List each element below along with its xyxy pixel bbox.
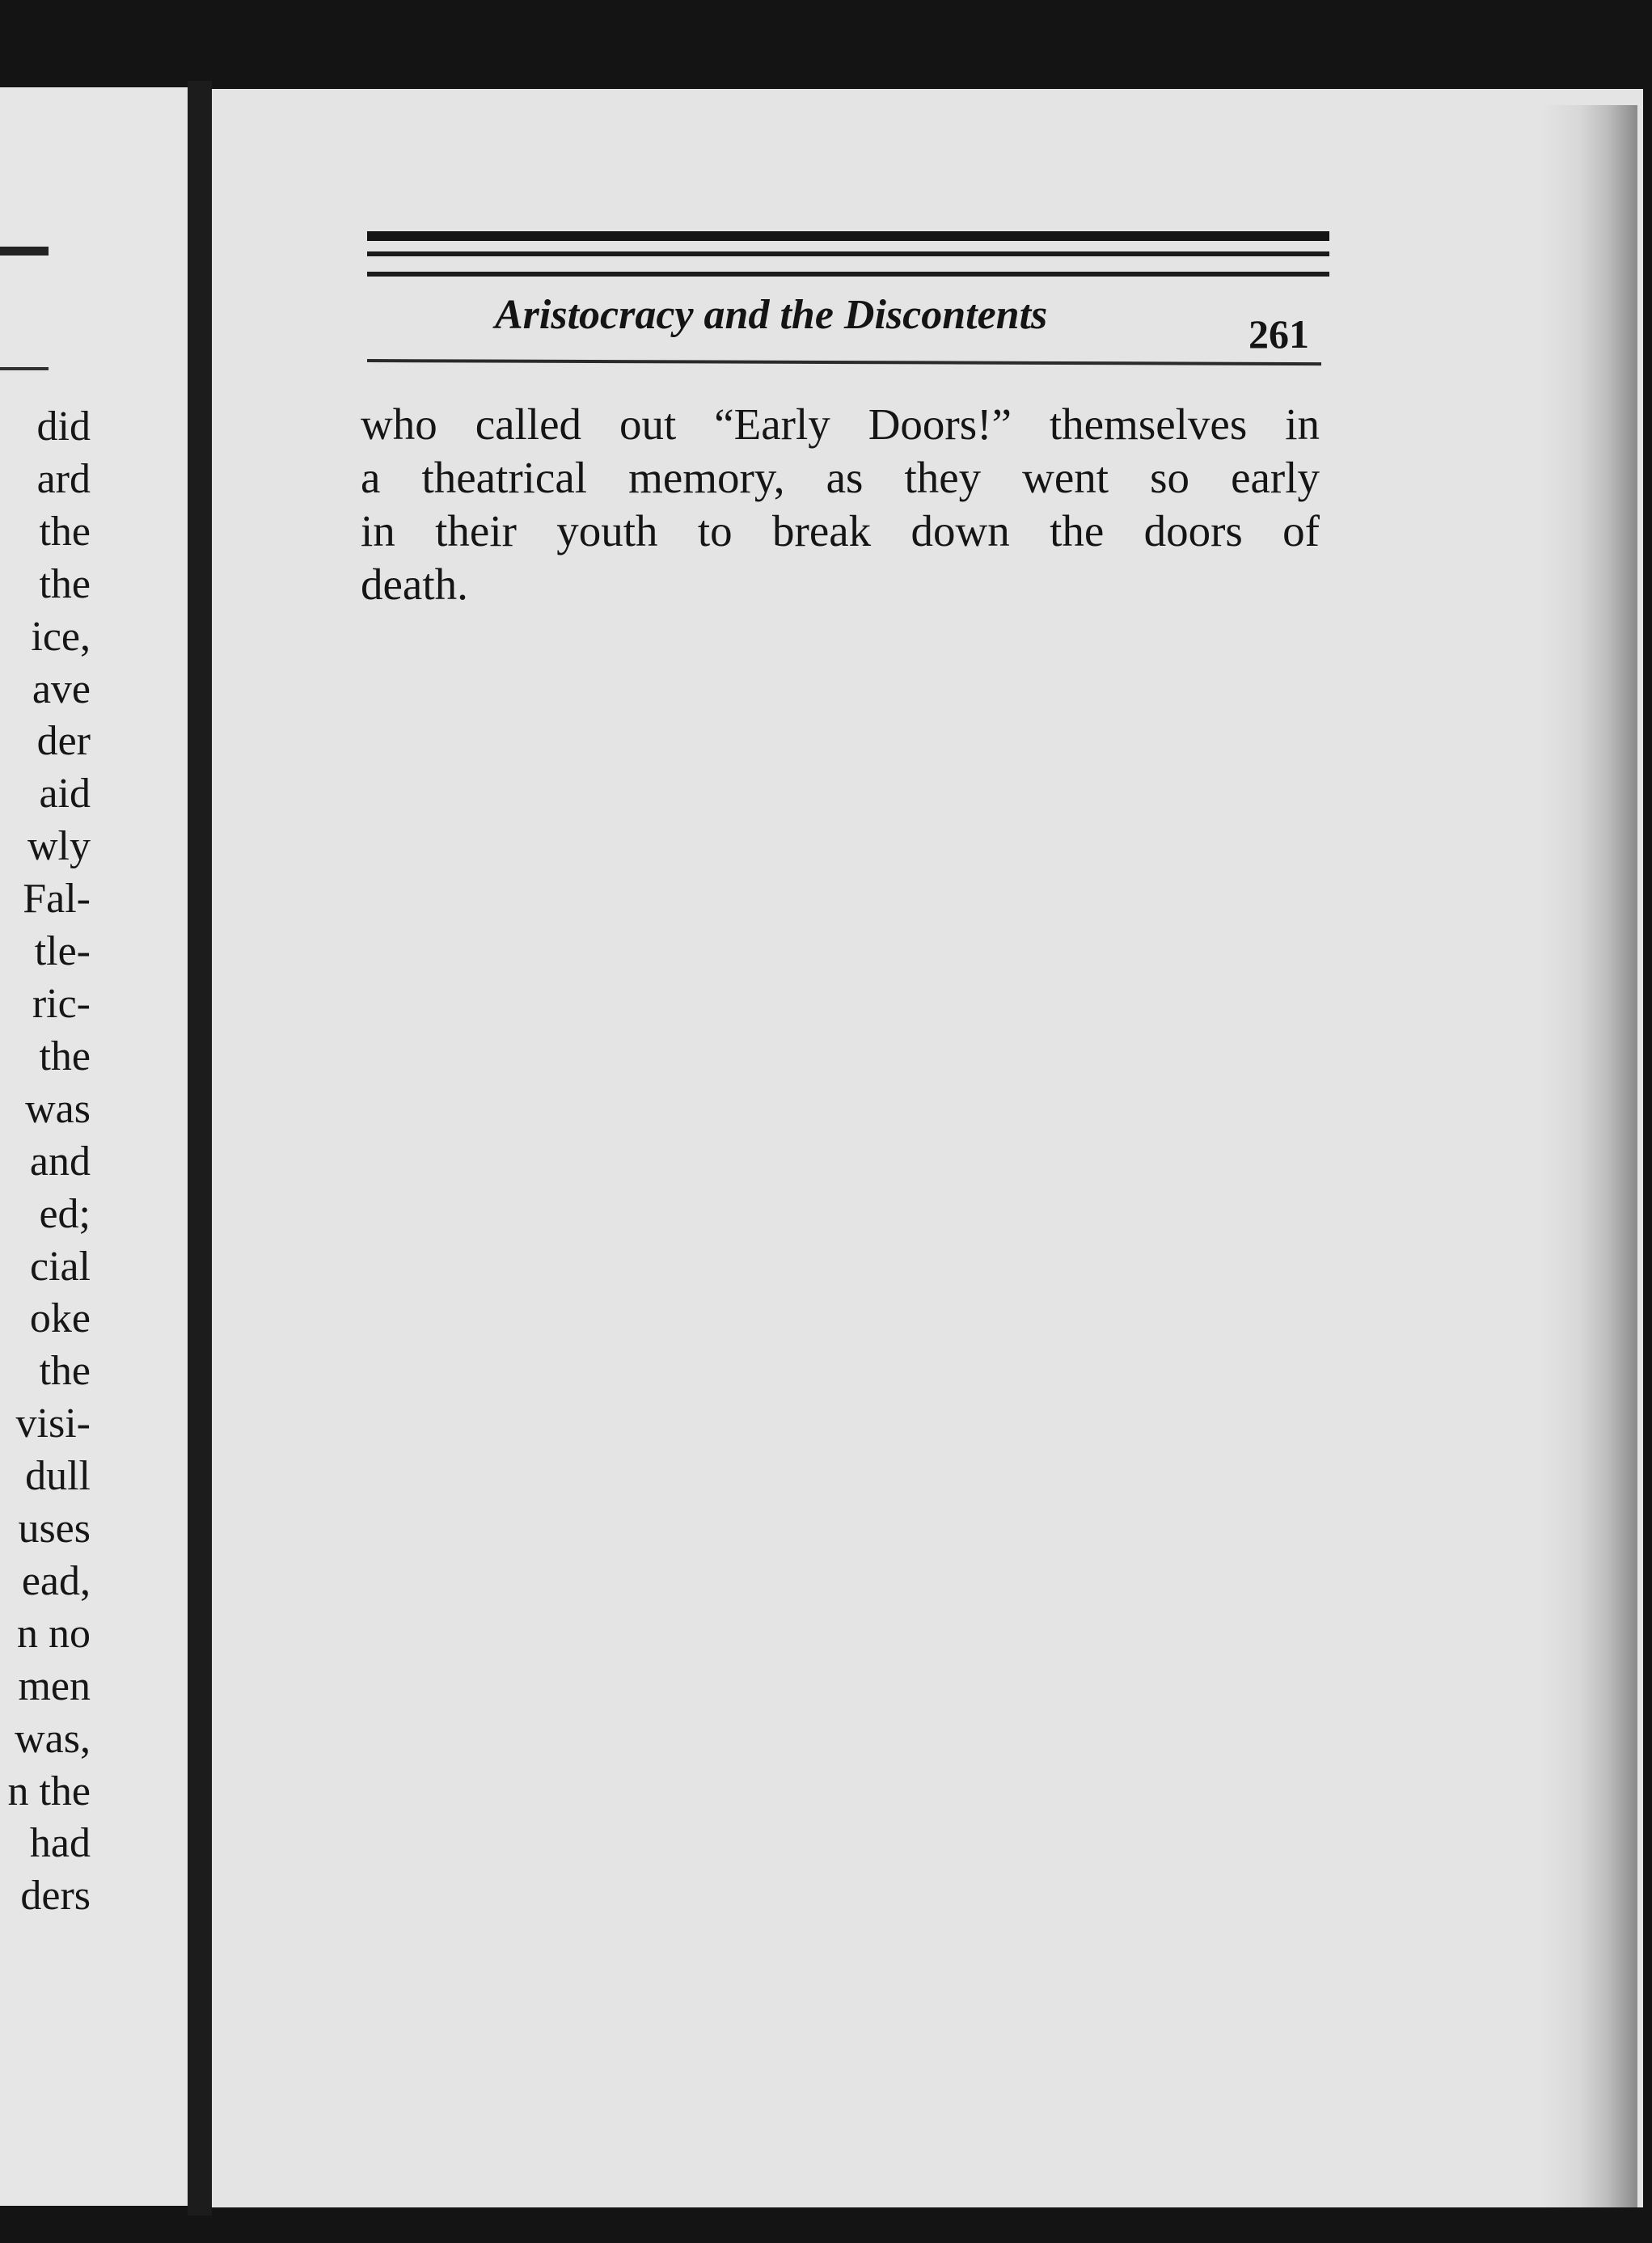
facing-page-line: was [25,1085,91,1132]
facing-page-line: did [36,403,91,450]
page-number: 261 [1249,311,1309,357]
text-line: in their youth to break down the doors of [361,506,1320,555]
facing-page-line: ric- [32,980,91,1027]
facing-page-line: the [39,1033,91,1079]
text-line: a theatrical memory, as they went so early [361,453,1320,502]
facing-page-line: the [39,508,91,555]
header-rule [0,247,49,256]
facing-page-line: ice, [31,613,91,660]
facing-page-line: wly [27,823,91,870]
facing-page-line: and [29,1138,91,1185]
facing-page-line: uses [18,1506,91,1552]
running-head: Aristocracy and the Discontents [495,292,1048,338]
page-edge [1540,105,1637,2207]
facing-page-line: aid [39,771,91,817]
text-line: who called out “Early Doors!” themselves in [361,399,1320,449]
header-underline [0,367,49,370]
facing-page-line: visi- [15,1400,91,1447]
facing-page-line: ard [36,455,91,502]
facing-page-line: ave [32,665,91,712]
facing-page-text [0,401,186,1923]
facing-page-line: ders [20,1873,91,1920]
text-line: death. [361,560,468,609]
facing-page-line: had [29,1820,91,1867]
facing-page-line: ed; [39,1190,91,1237]
facing-page-line: the [39,560,91,607]
facing-page-line: ead, [21,1557,91,1604]
header-rule-middle [367,251,1329,256]
facing-page-line: n no [17,1610,91,1657]
header-rule-thin [367,272,1329,277]
facing-page [0,87,188,2206]
header-rule-thick [367,231,1329,241]
body-text [361,398,1320,611]
facing-page-line: men [18,1662,91,1709]
facing-page-line: n the [7,1768,91,1814]
facing-page-line: der [36,718,91,765]
facing-page-line: cial [29,1243,91,1290]
facing-page-line: tle- [34,928,91,975]
facing-page-line: the [39,1348,91,1395]
facing-page-line: dull [25,1453,91,1500]
facing-page-line: Fal- [23,876,91,923]
facing-page-line: was, [15,1715,91,1762]
facing-page-line: oke [29,1295,91,1342]
book-gutter [188,81,212,2216]
